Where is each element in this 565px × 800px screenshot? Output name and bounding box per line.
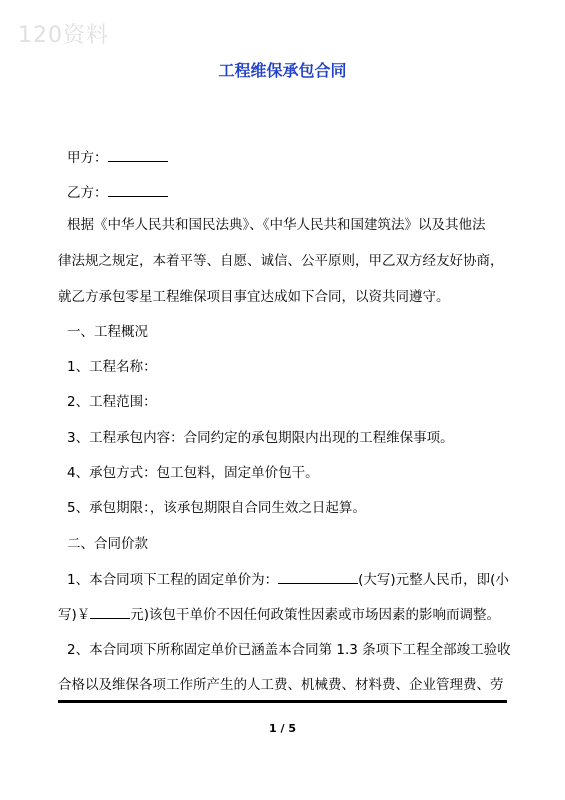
section-1-item-5: 5、承包期限：，该承包期限自合同生效之日起算。 bbox=[67, 500, 366, 516]
section-2-heading: 二、合同价款 bbox=[67, 536, 148, 552]
intro-line-2: 律法规之规定，本着平等、自愿、诚信、公平原则，甲乙双方经友好协商， bbox=[58, 253, 504, 269]
party-b-line bbox=[67, 182, 519, 203]
section-1-item-2: 2、工程范围： bbox=[67, 394, 157, 410]
price-small-blank bbox=[90, 604, 130, 619]
page-separator: / bbox=[276, 722, 289, 735]
price-blank bbox=[278, 569, 358, 584]
page-current: 1 bbox=[269, 722, 277, 735]
section-2-para-2-line-2: 合格以及维保各项工作所产生的人工费、机械费、材料费、企业管理费、劳 bbox=[58, 677, 504, 693]
party-b-blank bbox=[108, 182, 168, 197]
footer-rule bbox=[58, 700, 507, 703]
party-b-label: 乙方： bbox=[67, 185, 108, 201]
party-a-blank bbox=[108, 147, 168, 162]
price-caps-text: (大写)元整人民币，即(小 bbox=[358, 572, 509, 588]
intro-line-3: 就乙方承包零星工程维保项目事宜达成如下合同，以资共同遵守。 bbox=[58, 289, 450, 305]
section-1-item-1: 1、工程名称： bbox=[67, 359, 157, 375]
intro-line-1: 根据《中华人民共和国民法典》、《中华人民共和国建筑法》以及其他法 bbox=[67, 217, 486, 233]
watermark-text: 120资料 bbox=[18, 23, 109, 48]
party-a-line bbox=[67, 147, 519, 168]
section-1-heading: 一、工程概况 bbox=[67, 324, 148, 340]
price-fixed-text: 元)该包干单价不因任何政策性因素或市场因素的影响而调整。 bbox=[130, 607, 501, 623]
section-2-para-2-line-1: 2、本合同项下所称固定单价已涵盖本合同第 1.3 条项下工程全部竣工验收 bbox=[67, 642, 511, 658]
price-small-label: 写)￥ bbox=[58, 607, 91, 623]
section-1-item-4: 4、承包方式：包工包料，固定单价包干。 bbox=[67, 465, 319, 481]
document-title: 工程维保承包合同 bbox=[218, 61, 347, 80]
section-2-para-1-line-1 bbox=[67, 569, 519, 590]
section-1-item-3: 3、工程承包内容：合同约定的承包期限内出现的工程维保事项。 bbox=[67, 430, 454, 446]
party-a-label: 甲方： bbox=[67, 150, 108, 166]
section-2-para-1-line-2 bbox=[58, 604, 510, 625]
page-number bbox=[0, 722, 565, 735]
page-total: 5 bbox=[288, 722, 296, 735]
price-label: 1、本合同项下工程的固定单价为： bbox=[67, 572, 279, 588]
